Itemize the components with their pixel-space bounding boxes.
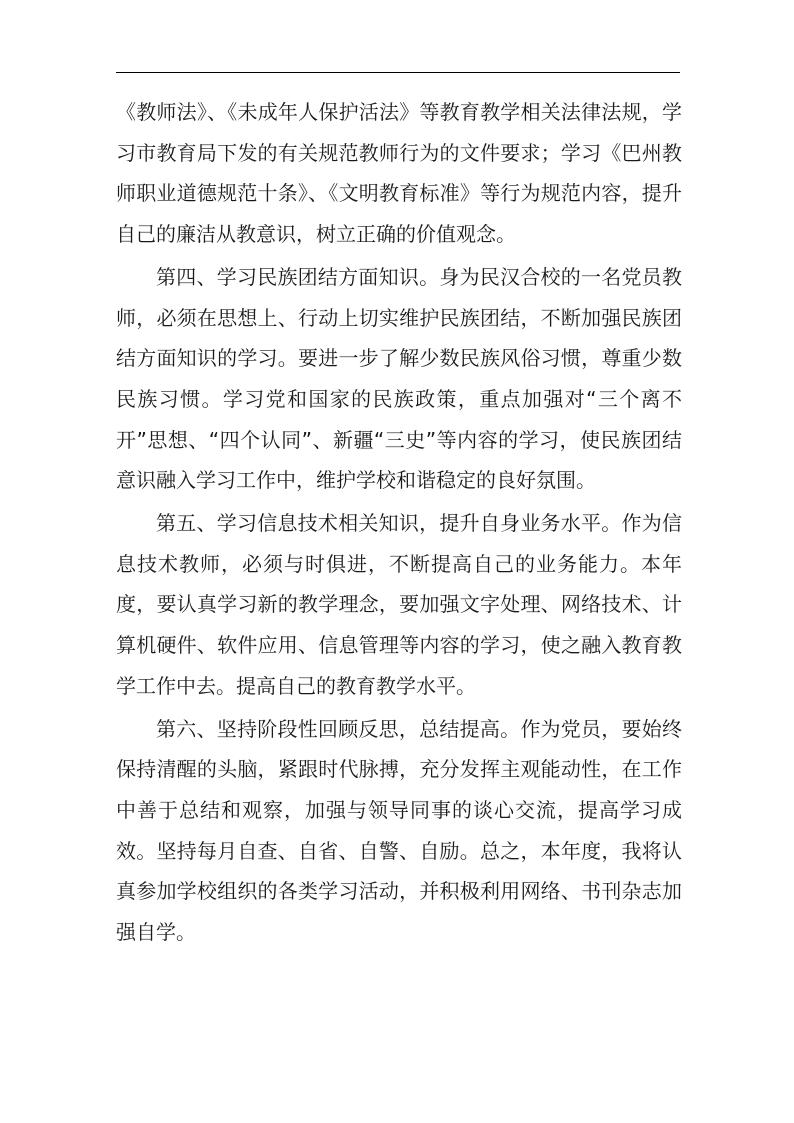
document-body bbox=[116, 92, 682, 953]
paragraph-fifth-information-technology: 第五、学习信息技术相关知识，提升自身业务水平。作为信息技术教师，必须与时俱进，不断提高自己的业务能力。本年度，要认真学习新的教学理念，要加强文字处理、网络技术、计算机硬件、软件应用、信息管理等内容的学习，使之融入教育教学工作中去。提高自己的教育教学水平。 bbox=[116, 511, 682, 698]
header-rule bbox=[116, 72, 680, 73]
paragraph-fourth-ethnic-unity: 第四、学习民族团结方面知识。身为民汉合校的一名党员教师，必须在思想上、行动上切实维护民族团结，不断加强民族团结方面知识的学习。要进一步了解少数民族风俗习惯，尊重少数民族习惯。学习党和国家的民族政策，重点加强对“三个离不开”思想、“四个认同”、新疆“三史”等内容的学习，使民族团结意识融入学习工作中，维护学校和谐稳定的良好氛围。 bbox=[116, 264, 682, 493]
paragraph-sixth-reflection: 第六、坚持阶段性回顾反思，总结提高。作为党员，要始终保持清醒的头脑，紧跟时代脉搏，充分发挥主观能动性，在工作中善于总结和观察，加强与领导同事的谈心交流，提高学习成效。坚持每月自查、自省、自警、自励。总之，本年度，我将认真参加学校组织的各类学习活动，并积极利用网络、书刊杂志加强自学。 bbox=[116, 716, 682, 945]
paragraph-continuation: 《教师法》、《未成年人保护活法》等教育教学相关法律法规，学习市教育局下发的有关规范教师行为的文件要求；学习《巴州教师职业道德规范十条》、《文明教育标准》等行为规范内容，提升自己的廉洁从教意识，树立正确的价值观念。 bbox=[116, 100, 682, 247]
